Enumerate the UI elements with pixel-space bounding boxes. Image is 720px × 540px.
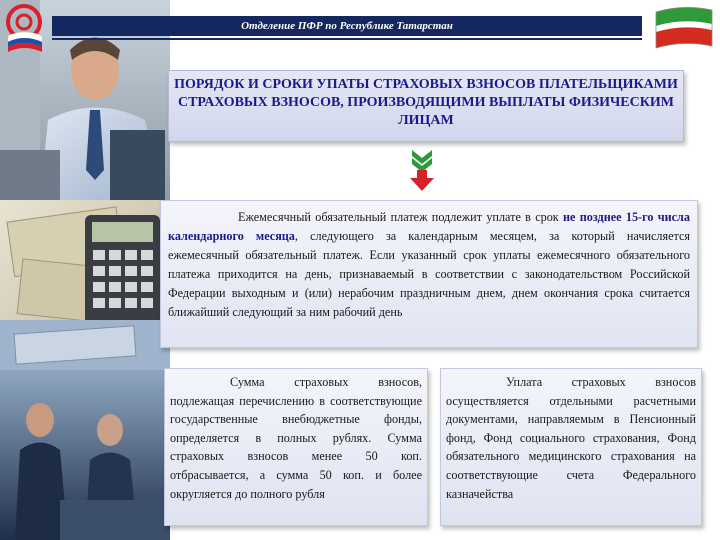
down-arrow-icon <box>408 148 436 192</box>
main-paragraph-part1: Ежемесячный обязательный платеж подлежит уплате в срок <box>238 210 564 224</box>
header-title: Отделение ПФР по Республике Татарстан <box>52 16 642 36</box>
deadline-highlight: не позднее 15-го числа календарного месяца <box>168 210 690 243</box>
payment-docs-paragraph: Уплата страховых взносов осуществляется отдельными расчетными документами, направляемым в Пенсионный фонд, Фонд социального страхования, Фонд обязательного медицинского страхования на соответствующие счета Федерального казначейства <box>446 375 696 501</box>
tatarstan-flag-icon <box>648 2 718 54</box>
slide-title: ПОРЯДОК И СРОКИ УПАТЫ СТРАХОВЫХ ВЗНОСОВ ПЛАТЕЛЬЩИКАМИ СТРАХОВЫХ ВЗНОСОВ, ПРОИЗВОДЯЩИМИ ВЫПЛАТЫ ФИЗИЧЕСКИМ ЛИЦАМ <box>174 77 678 128</box>
rounding-paragraph: Сумма страховых взносов, подлежащая перечислению в соответствующие государственные внебюджетные фонды, определяется в полных рублях. Сумма страховых взносов менее 50 коп. отбрасывается, а сумма 50 коп. и более округляется до полного рубля <box>170 375 422 501</box>
photo-collage <box>0 0 170 540</box>
header-divider <box>52 38 642 40</box>
pfr-logo-icon <box>2 2 46 54</box>
main-paragraph <box>168 208 690 322</box>
main-paragraph-part2: , следующего за календарным месяцем, за который начисляется ежемесячный обязательный платеж. Если указанный срок уплаты ежемесячного обязательного платежа приходится на день, признаваемый в соответствии с законодательством Российской Федерации выходным и (или) нерабочим праздничным днем, днем окончания срока считается ближайший следующий за ним рабочий день <box>168 229 690 319</box>
